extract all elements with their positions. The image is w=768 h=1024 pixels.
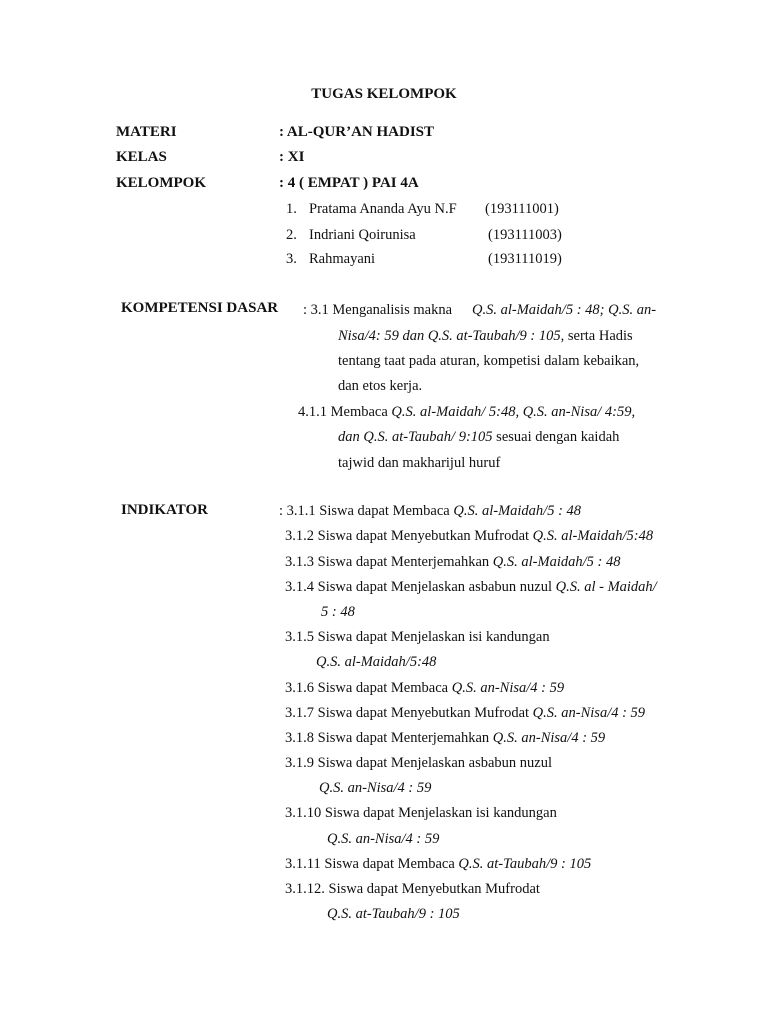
- member-number: 1.: [286, 201, 297, 217]
- member-name: Rahmayani: [309, 251, 376, 267]
- kelas-label: KELAS: [116, 149, 167, 165]
- member-number: 3.: [286, 251, 297, 267]
- indicator-item: 3.1.7 Siswa dapat Menyebutkan Mufrodat Q.S. an-Nisa/4 : 59: [285, 705, 646, 721]
- kd1-reference-2: Nisa/4: 59 dan Q.S. at-Taubah/9 : 105: [338, 328, 561, 344]
- member-name: Pratama Ananda Ayu N.F: [309, 201, 457, 217]
- member-number: 2.: [286, 227, 297, 243]
- kd1-continuation: , serta Hadis: [560, 328, 633, 344]
- kd1-prefix: : 3.1 Menganalisis makna: [303, 302, 453, 318]
- kompetensi-label: KOMPETENSI DASAR: [121, 300, 279, 316]
- indicator-item: 3.1.4 Siswa dapat Menjelaskan asbabun nuzul Q.S. al - Maidah/: [285, 579, 657, 595]
- indicator-reference: Q.S. at-Taubah/9 : 105: [327, 906, 460, 922]
- indicator-item: 3.1.11 Siswa dapat Membaca Q.S. at-Taubah/9 : 105: [285, 856, 592, 872]
- kelompok-value: : 4 ( EMPAT ) PAI 4A: [279, 175, 419, 191]
- document-title: TUGAS KELOMPOK: [311, 86, 457, 102]
- indicator-item: 3.1.8 Siswa dapat Menterjemahkan Q.S. an-Nisa/4 : 59: [285, 730, 606, 746]
- kd1-line3: tentang taat pada aturan, kompetisi dalam kebaikan,: [338, 353, 640, 369]
- kd2-line2: [338, 429, 619, 446]
- materi-label: MATERI: [116, 124, 177, 140]
- materi-value: : AL-QUR’AN HADIST: [279, 124, 435, 140]
- indicator-reference: Q.S. an-Nisa/4 : 59: [319, 780, 432, 796]
- indicator-reference: Q.S. al-Maidah/5:48: [316, 654, 437, 670]
- indicator-item: 3.1.9 Siswa dapat Menjelaskan asbabun nuzul: [285, 755, 552, 771]
- indicator-reference: Q.S. an-Nisa/4 : 59: [327, 831, 440, 847]
- kd1-line2: [338, 328, 633, 345]
- indicator-item: : 3.1.1 Siswa dapat Membaca Q.S. al-Maidah/5 : 48: [279, 503, 582, 519]
- indicator-item: 3.1.2 Siswa dapat Menyebutkan Mufrodat Q.S. al-Maidah/5:48: [285, 528, 654, 544]
- member-name: Indriani Qoirunisa: [309, 227, 416, 243]
- kd2-prefix: 4.1.1 Membaca: [298, 404, 392, 420]
- member-id: (193111001): [485, 201, 559, 217]
- indicator-reference: 5 : 48: [321, 604, 355, 620]
- indicator-item: 3.1.6 Siswa dapat Membaca Q.S. an-Nisa/4 : 59: [285, 680, 565, 696]
- indicator-item: 3.1.5 Siswa dapat Menjelaskan isi kandungan: [285, 629, 550, 645]
- indicator-item: 3.1.3 Siswa dapat Menterjemahkan Q.S. al-Maidah/5 : 48: [285, 554, 621, 570]
- kd2-line1: [298, 404, 635, 421]
- kd2-text: sesuai dengan kaidah: [492, 429, 620, 445]
- indicator-item: 3.1.12. Siswa dapat Menyebutkan Mufrodat: [285, 881, 540, 897]
- member-id: (193111003): [488, 227, 562, 243]
- member-id: (193111019): [488, 251, 562, 267]
- kd2-last-line: tajwid dan makharijul huruf: [338, 455, 501, 471]
- kd2-reference: Q.S. al-Maidah/ 5:48, Q.S. an-Nisa/ 4:59,: [391, 404, 636, 420]
- kd1-last-line: dan etos kerja.: [338, 378, 423, 394]
- indicator-item: 3.1.10 Siswa dapat Menjelaskan isi kandungan: [285, 805, 557, 821]
- kelompok-label: KELOMPOK: [116, 175, 206, 191]
- kd1-reference: Q.S. al-Maidah/5 : 48; Q.S. an-: [472, 302, 657, 318]
- kelas-value: : XI: [279, 149, 305, 165]
- indikator-label: INDIKATOR: [121, 502, 208, 518]
- kd2-reference-2: dan Q.S. at-Taubah/ 9:105: [338, 429, 493, 445]
